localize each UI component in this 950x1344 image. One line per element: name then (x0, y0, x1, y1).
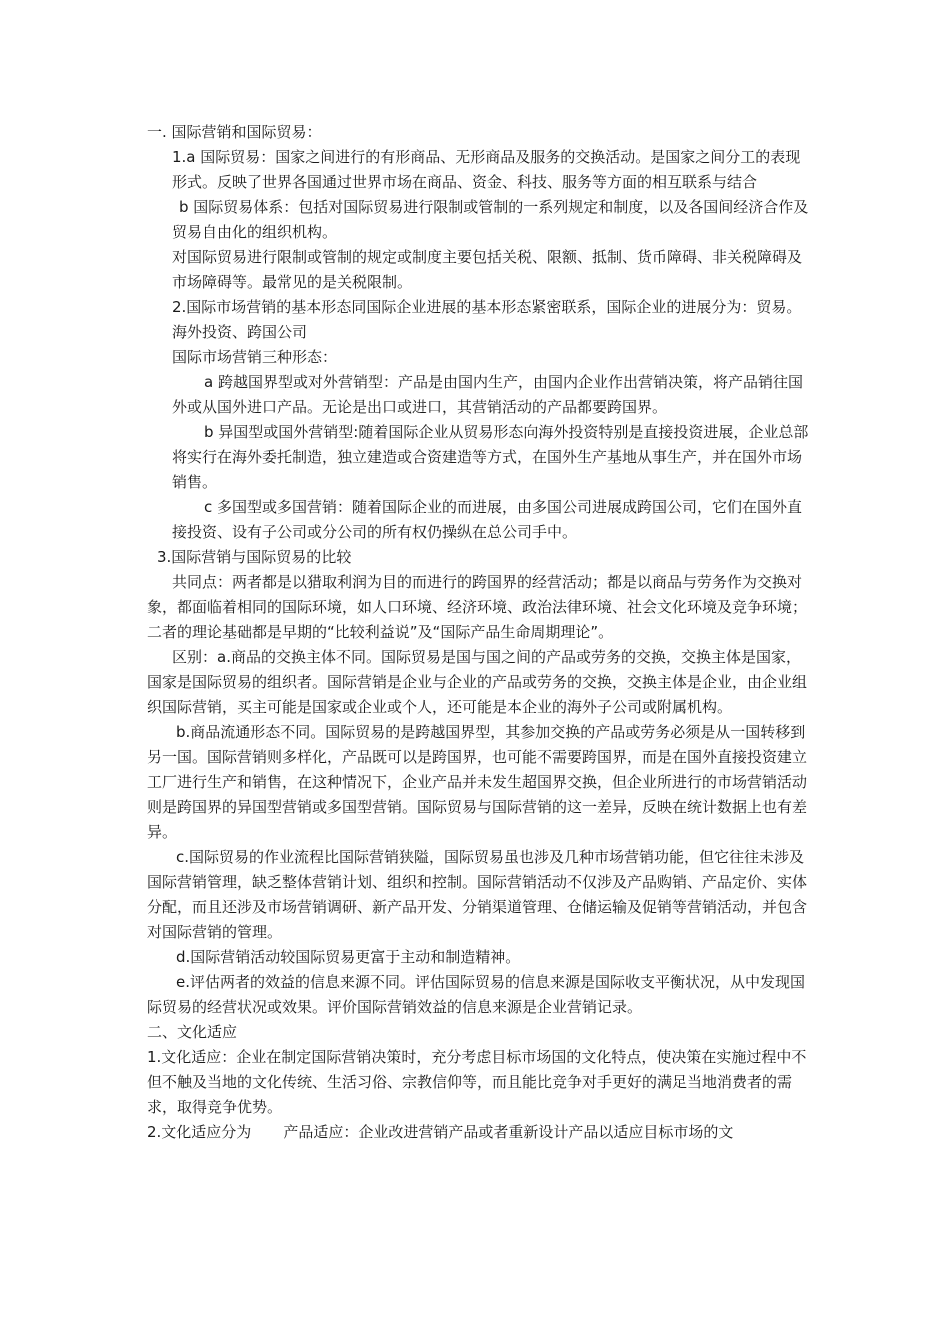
last-line-label: 2.文化适应分为 (147, 1123, 252, 1141)
heading-section-2: 二、文化适应 (147, 1023, 238, 1041)
subheading: 3.国际营销与国际贸易的比较 (157, 548, 352, 566)
paragraph: 1.a 国际贸易：国家之间进行的有形商品、无形商品及服务的交换活动。是国家之间分工的表现形式。反映了世界各国通过世界市场在商品、资金、科技、服务等方面的相互联系与结合 (172, 148, 801, 191)
paragraph: c.国际贸易的作业流程比国际营销狭隘，国际贸易虽也涉及几种市场营销功能，但它往往未涉及国际营销管理，缺乏整体营销计划、组织和控制。国际营销活动不仅涉及产品购销、产品定价、实体分配，而且还涉及市场营销调研、新产品开发、分销渠道管理、仓储运输及促销等营销活动，并包含对国际营销的管理。 (147, 848, 808, 941)
paragraph: c 多国型或多国营销：随着国际企业的而进展，由多国公司进展成跨国公司，它们在国外直接投资、设有子公司或分公司的所有权仍操纵在总公司手中。 (172, 498, 803, 541)
paragraph: b 国际贸易体系：包括对国际贸易进行限制或管制的一系列规定和制度，以及各国间经济合作及贸易自由化的组织机构。 (172, 198, 809, 241)
last-line-text: 产品适应：企业改进营销产品或者重新设计产品以适应目标市场的文 (283, 1123, 734, 1141)
paragraph: 区别：a.商品的交换主体不同。国际贸易是国与国之间的产品或劳务的交换，交换主体是国家，国家是国际贸易的组织者。国际营销是企业与企业的产品或劳务的交换，交换主体是企业，由企业组织国际营销，买主可能是国家或企业或个人，还可能是本企业的海外子公司或附属机构。 (147, 648, 808, 716)
paragraph: a 跨越国界型或对外营销型：产品是由国内生产，由国内企业作出营销决策，将产品销往国外或从国外进口产品。无论是出口或进口，其营销活动的产品都要跨国界。 (172, 373, 803, 416)
paragraph: 2.国际市场营销的基本形态同国际企业进展的基本形态紧密联系，国际企业的进展分为：贸易。海外投资、跨国公司 (172, 298, 802, 341)
paragraph: 国际市场营销三种形态： (172, 348, 338, 366)
paragraph: b 异国型或国外营销型:随着国际企业从贸易形态向海外投资特别是直接投资进展，企业总部将实行在海外委托制造，独立建造或合资建造等方式，在国外生产基地从事生产，并在国外市场销售。 (172, 423, 809, 491)
heading-section-1: 一. 国际营销和国际贸易： (147, 123, 322, 141)
paragraph-last-line (0, 1120, 810, 1145)
paragraph: d.国际营销活动较国际贸易更富于主动和制造精神。 (176, 948, 521, 966)
paragraph: 1.文化适应：企业在制定国际营销决策时，充分考虑目标市场国的文化特点，使决策在实施过程中不但不触及当地的文化传统、生活习俗、宗教信仰等，而且能比竞争对手更好的满足当地消费者的需求，取得竞争优势。 (147, 1048, 807, 1116)
paragraph: e.评估两者的效益的信息来源不同。评估国际贸易的信息来源是国际收支平衡状况，从中发现国际贸易的经营状况或效果。评价国际营销效益的信息来源是企业营销记录。 (147, 973, 806, 1016)
paragraph: b.商品流通形态不同。国际贸易的是跨越国界型，其参加交换的产品或劳务必须是从一国转移到另一国。国际营销则多样化，产品既可以是跨国界，也可能不需要跨国界，而是在国外直接投资建立工厂进行生产和销售，在这种情况下，企业产品并未发生超国界交换，但企业所进行的市场营销活动则是跨国界的异国型营销或多国型营销。国际贸易与国际营销的这一差异，反映在统计数据上也有差异。 (147, 723, 808, 841)
paragraph: 对国际贸易进行限制或管制的规定或制度主要包括关税、限额、抵制、货币障碍、非关税障碍及市场障碍等。最常见的是关税限制。 (172, 248, 803, 291)
document-body (0, 120, 950, 1145)
paragraph: 共同点：两者都是以猎取利润为目的而进行的跨国界的经营活动；都是以商品与劳务作为交换对象，都面临着相同的国际环境，如人口环境、经济环境、政治法律环境、社会文化环境及竞争环境；二者的理论基础都是早期的“比较利益说”及“国际产品生命周期理论”。 (147, 573, 808, 641)
